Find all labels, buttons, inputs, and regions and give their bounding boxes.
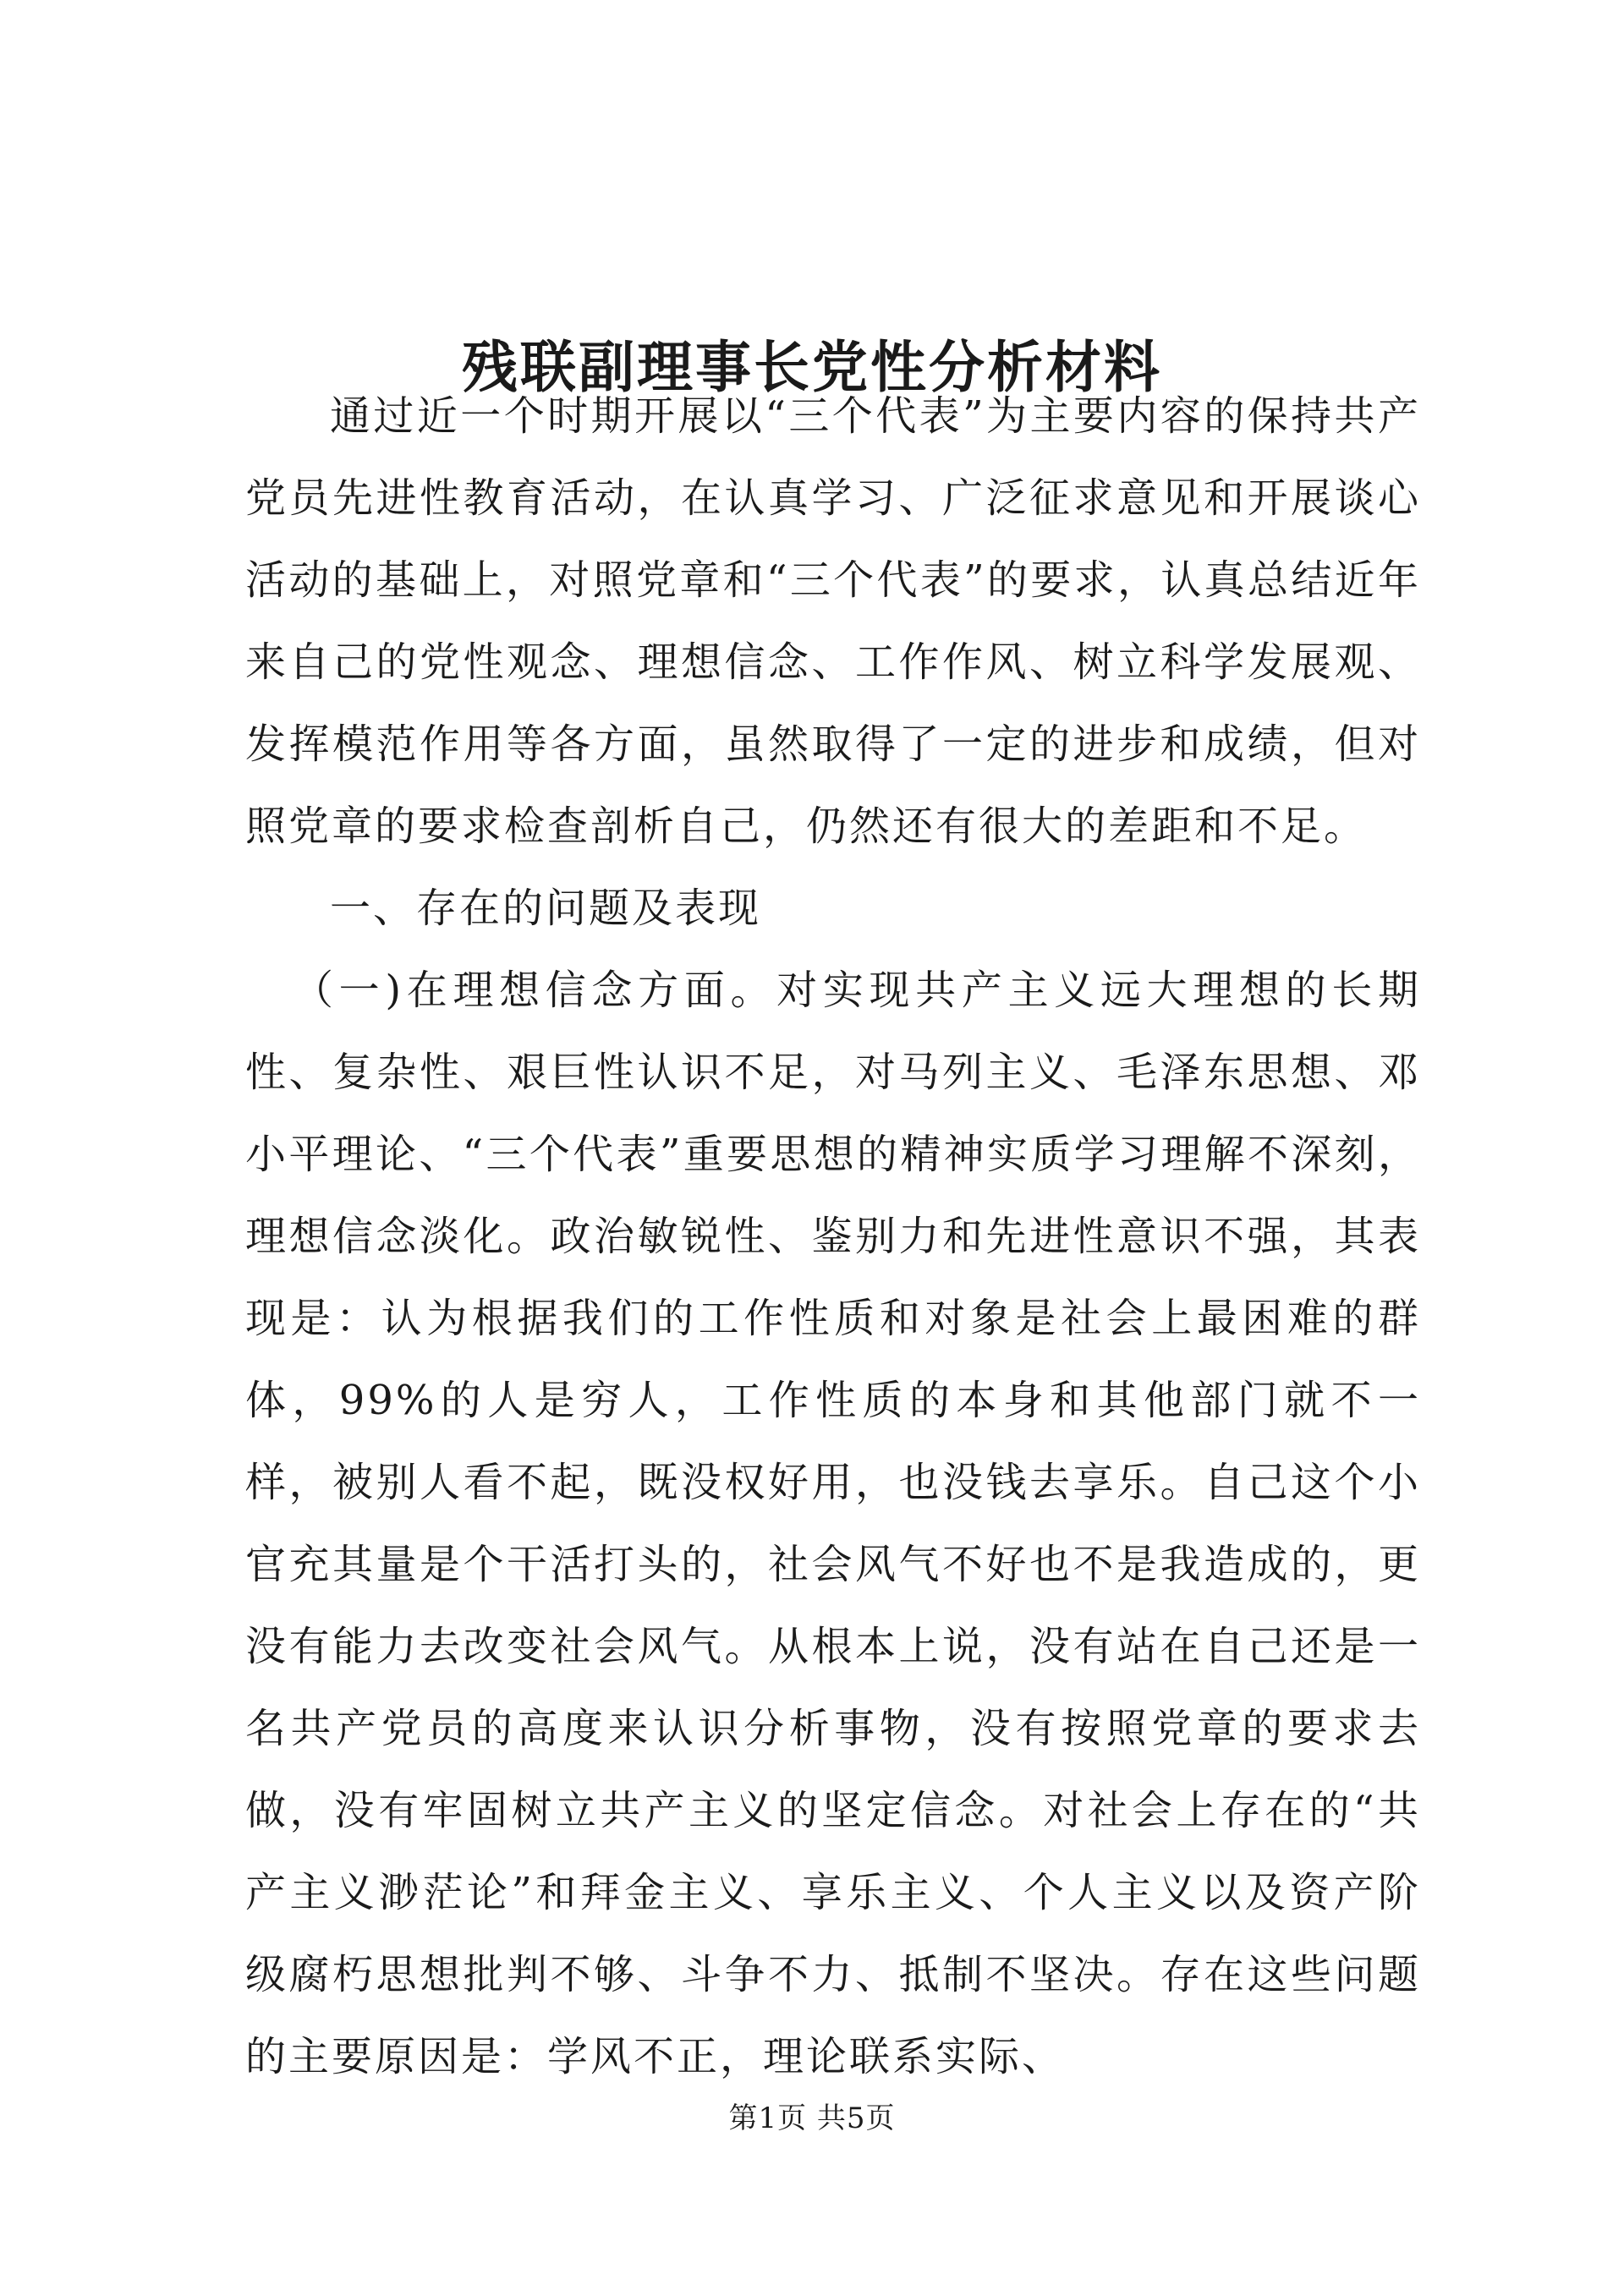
subsection-paragraph: （一)在理想信念方面。对实现共产主义远大理想的长期性、复杂性、艰巨性认识不足，对马列主义、毛泽东思想、邓小平理论、“三个代表”重要思想的精神实质学习理解不深刻，理想信念淡化。政治敏锐性、鉴别力和先进性意识不强，其表现是：认为根据我们的工作性质和对象是社会上最困难的群体，99%的人是穷人，工作性质的本身和其他部门就不一样，被别人看不起，既没权好用，也没钱去享乐。自己这个小官充其量是个干活打头的，社会风气不好也不是我造成的，更没有能力去改变社会风气。从根本上说，没有站在自己还是一名共产党员的高度来认识分析事物，没有按照党章的要求去做，没有牢固树立共产主义的坚定信念。对社会上存在的“共产主义渺茫论”和拜金主义、享乐主义、个人主义以及资产阶级腐朽思想批判不够、斗争不力、抵制不坚决。存在这些问题的主要原因是：学风不正，理论联系实际、	[245, 967, 1421, 2080]
page-footer: 第1页 共5页	[728, 2101, 896, 2135]
section-heading: 一、存在的问题及表现	[330, 885, 762, 932]
document-body	[245, 375, 1421, 2098]
document-title: 残联副理事长党性分析材料	[462, 334, 1162, 401]
intro-paragraph: 通过近一个时期开展以“三个代表”为主要内容的保持共产党员先进性教育活动，在认真学习、广泛征求意见和开展谈心活动的基础上，对照党章和“三个代表”的要求，认真总结近年来自己的党性观念、理想信念、工作作风、树立科学发展观、发挥模范作用等各方面，虽然取得了一定的进步和成绩，但对照党章的要求检查剖析自己，仍然还有很大的差距和不足。	[245, 392, 1421, 850]
